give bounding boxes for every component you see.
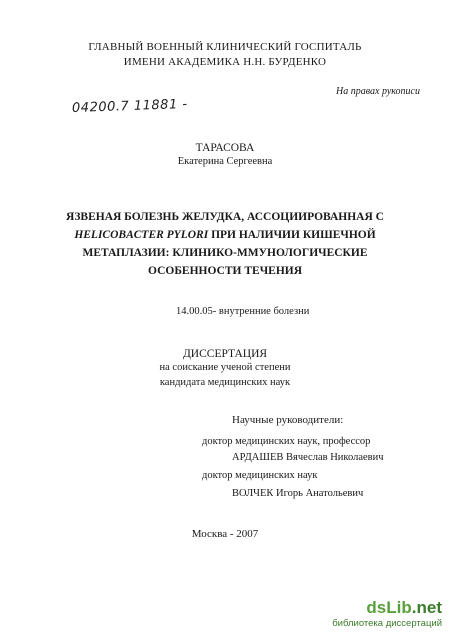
city-year: Москва - 2007 — [191, 528, 259, 540]
degree-line-2: кандидата медицинских наук — [159, 377, 291, 388]
degree-line-1: на соискание ученой степени — [159, 362, 291, 373]
title-line-4: ОСОБЕННОСТИ ТЕЧЕНИЯ — [147, 265, 303, 277]
supervisor-2-name: ВОЛЧЕК Игорь Анатольевич — [232, 488, 364, 499]
supervisor-1-degree: доктор медицинских наук, профессор — [202, 436, 371, 447]
title-italic-latin: HELICOBACTER PYLORI — [74, 229, 209, 241]
logo-main: dsLib — [366, 598, 412, 617]
logo-tld: .net — [411, 598, 442, 617]
institution-line-2: ИМЕНИ АКАДЕМИКА Н.Н. БУРДЕНКО — [123, 56, 327, 68]
dslib-logo — [366, 598, 442, 618]
title-line-3: МЕТАПЛАЗИИ: КЛИНИКО-ММУНОЛОГИЧЕСКИЕ — [82, 247, 368, 259]
specialty-code: 14.00.05- внутренние болезни — [176, 306, 310, 317]
manuscript-rights-note: На правах рукописи — [336, 86, 420, 97]
institution-line-1: ГЛАВНЫЙ ВОЕННЫЙ КЛИНИЧЕСКИЙ ГОСПИТАЛЬ — [88, 41, 362, 53]
title-line-2 — [0, 226, 450, 244]
title-line-1: ЯЗВЕНАЯ БОЛЕЗНЬ ЖЕЛУДКА, АССОЦИИРОВАННАЯ С — [66, 211, 384, 223]
dissertation-title — [0, 208, 450, 280]
dslib-watermark[interactable] — [332, 598, 442, 630]
supervisor-2-degree: доктор медицинских наук — [202, 470, 318, 481]
handwritten-registration-number: 04200.7 11881 - — [71, 96, 188, 117]
supervisor-1-name: АРДАШЕВ Вячеслав Николаевич — [232, 452, 384, 463]
watermark-text — [332, 598, 442, 630]
supervisors-label: Научные руководители: — [232, 414, 344, 426]
title-line-2-rest: ПРИ НАЛИЧИИ КИШЕЧНОЙ — [208, 229, 376, 241]
author-first-names: Екатерина Сергеевна — [177, 156, 273, 167]
dissertation-heading: ДИССЕРТАЦИЯ — [182, 348, 268, 360]
author-last-name: ТАРАСОВА — [195, 142, 255, 154]
watermark-subtitle: библиотека диссертаций — [332, 618, 442, 629]
